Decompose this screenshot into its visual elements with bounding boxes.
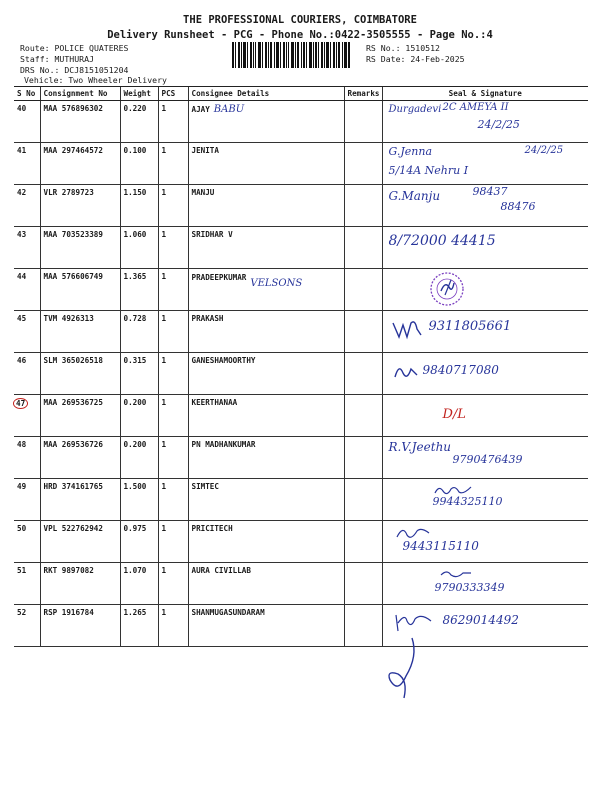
handwritten-date: 24/2/25 bbox=[477, 118, 520, 131]
consignee-cell bbox=[188, 395, 344, 437]
consignee-name: GANESHAMOORTHY bbox=[191, 356, 256, 365]
pcs-cell: 1 bbox=[158, 143, 188, 185]
table-row bbox=[14, 143, 588, 185]
company-title: THE PROFESSIONAL COURIERS, COIMBATORE bbox=[183, 14, 417, 26]
consignee-cell bbox=[188, 311, 344, 353]
remarks-cell bbox=[344, 521, 382, 563]
remarks-cell bbox=[344, 563, 382, 605]
remarks-cell bbox=[344, 185, 382, 227]
table-row bbox=[14, 437, 588, 479]
sno-cell: 49 bbox=[14, 479, 40, 521]
table-row bbox=[14, 101, 588, 143]
handwritten-signature: G.Manju bbox=[388, 189, 441, 203]
handwritten-phone: 9944325110 bbox=[432, 495, 503, 508]
signature-cell bbox=[382, 395, 588, 437]
consignee-name: PRAKASH bbox=[191, 314, 224, 323]
barcode-image bbox=[232, 42, 350, 68]
staff-label: Staff: MUTHURAJ bbox=[20, 54, 94, 64]
table-row bbox=[14, 605, 588, 647]
rs-date: RS Date: 24-Feb-2025 bbox=[366, 54, 465, 64]
remarks-cell bbox=[344, 311, 382, 353]
col-remarks-header: Remarks bbox=[344, 87, 382, 101]
table-row bbox=[14, 269, 588, 311]
signature-cell bbox=[382, 437, 588, 479]
consignee-name: KEERTHANAA bbox=[191, 398, 238, 407]
sno-cell: 42 bbox=[14, 185, 40, 227]
pcs-cell: 1 bbox=[158, 563, 188, 605]
handwritten-phone: 9443115110 bbox=[402, 539, 479, 553]
signature-cell bbox=[382, 479, 588, 521]
col-consignee-header: Consignee Details bbox=[188, 87, 344, 101]
weight-cell: 0.200 bbox=[120, 437, 158, 479]
consignment-cell: RSP 1916784 bbox=[40, 605, 120, 647]
consignment-cell: VPL 522762942 bbox=[40, 521, 120, 563]
consignment-cell: HRD 374161765 bbox=[40, 479, 120, 521]
signature-scribble bbox=[393, 361, 419, 383]
drs-label: DRS No.: DCJ8151051204 bbox=[20, 65, 129, 75]
signature-cell bbox=[382, 143, 588, 185]
consignment-cell: TVM 4926313 bbox=[40, 311, 120, 353]
remarks-cell bbox=[344, 437, 382, 479]
handwritten-phone-part: 88476 bbox=[500, 200, 536, 213]
remarks-cell bbox=[344, 479, 382, 521]
consignee-cell bbox=[188, 479, 344, 521]
pcs-cell: 1 bbox=[158, 101, 188, 143]
handwritten-phone: 9790333349 bbox=[434, 581, 505, 594]
handwritten-note: BABU bbox=[213, 104, 245, 115]
pcs-cell: 1 bbox=[158, 479, 188, 521]
consignee-name: SRIDHAR V bbox=[191, 230, 233, 239]
col-sno-header: S No bbox=[14, 87, 40, 101]
consignee-name: PRICITECH bbox=[191, 524, 233, 533]
weight-cell: 0.220 bbox=[120, 101, 158, 143]
signature-scribble bbox=[439, 567, 473, 579]
remarks-cell bbox=[344, 395, 382, 437]
delivery-table bbox=[14, 86, 588, 647]
sno-cell: 41 bbox=[14, 143, 40, 185]
consignee-name: JENITA bbox=[191, 146, 219, 155]
handwritten-signature: Durgadevi bbox=[388, 104, 442, 115]
pcs-cell: 1 bbox=[158, 311, 188, 353]
signature-scribble bbox=[391, 317, 427, 341]
runsheet-title: Delivery Runsheet - PCG - Phone No.:0422-3505555 - Page No.:4 bbox=[107, 29, 493, 41]
signature-cell bbox=[382, 185, 588, 227]
signature-cell bbox=[382, 353, 588, 395]
sno-cell: 40 bbox=[14, 101, 40, 143]
weight-cell: 0.315 bbox=[120, 353, 158, 395]
consignee-cell bbox=[188, 185, 344, 227]
sno-cell: 44 bbox=[14, 269, 40, 311]
remarks-cell bbox=[344, 143, 382, 185]
col-consignment-header: Consignment No bbox=[40, 87, 120, 101]
consignment-cell: MAA 576896302 bbox=[40, 101, 120, 143]
pcs-cell: 1 bbox=[158, 521, 188, 563]
handwritten-address: 5/14A Nehru I bbox=[388, 164, 469, 177]
table-row bbox=[14, 185, 588, 227]
pcs-cell: 1 bbox=[158, 227, 188, 269]
route-label: Route: POLICE QUATERES bbox=[20, 43, 129, 53]
consignee-cell bbox=[188, 269, 344, 311]
weight-cell: 1.365 bbox=[120, 269, 158, 311]
weight-cell: 1.265 bbox=[120, 605, 158, 647]
weight-cell: 0.728 bbox=[120, 311, 158, 353]
consignment-cell: MAA 297464572 bbox=[40, 143, 120, 185]
col-weight-header: Weight bbox=[120, 87, 158, 101]
consignee-cell bbox=[188, 563, 344, 605]
col-pcs-header: PCS bbox=[158, 87, 188, 101]
consignment-cell: RKT 9897082 bbox=[40, 563, 120, 605]
weight-cell: 1.500 bbox=[120, 479, 158, 521]
sno-cell bbox=[14, 395, 40, 437]
signature-cell bbox=[382, 269, 588, 311]
weight-cell: 0.100 bbox=[120, 143, 158, 185]
consignment-cell: MAA 269536725 bbox=[40, 395, 120, 437]
sno-cell: 50 bbox=[14, 521, 40, 563]
bottom-signature-scribble bbox=[384, 636, 424, 702]
consignee-name: PRADEEPKUMAR bbox=[191, 273, 247, 282]
company-seal-stamp bbox=[427, 271, 467, 307]
table-row bbox=[14, 353, 588, 395]
sno-cell: 46 bbox=[14, 353, 40, 395]
consignee-name: AJAY bbox=[191, 105, 210, 114]
table-row bbox=[14, 479, 588, 521]
circled-serial-number: 47 bbox=[13, 398, 28, 409]
consignee-cell bbox=[188, 605, 344, 647]
vehicle-label: Vehicle: Two Wheeler Delivery bbox=[24, 75, 167, 85]
consignee-cell bbox=[188, 437, 344, 479]
pcs-cell: 1 bbox=[158, 269, 188, 311]
handwritten-signature: R.V.Jeethu bbox=[388, 440, 452, 454]
consignee-name: MANJU bbox=[191, 188, 215, 197]
remarks-cell bbox=[344, 101, 382, 143]
consignee-name: SIMTEC bbox=[191, 482, 219, 491]
signature-scribble bbox=[393, 611, 433, 633]
consignment-cell: SLM 365026518 bbox=[40, 353, 120, 395]
table-row bbox=[14, 563, 588, 605]
table-header-row bbox=[14, 87, 588, 101]
weight-cell: 1.070 bbox=[120, 563, 158, 605]
sno-cell: 52 bbox=[14, 605, 40, 647]
handwritten-phone: 9311805661 bbox=[428, 319, 512, 334]
signature-cell bbox=[382, 563, 588, 605]
handwritten-signature: G.Jenna bbox=[388, 145, 433, 158]
weight-cell: 0.200 bbox=[120, 395, 158, 437]
sno-cell: 43 bbox=[14, 227, 40, 269]
weight-cell: 1.060 bbox=[120, 227, 158, 269]
consignee-name: AURA CIVILLAB bbox=[191, 566, 251, 575]
consignment-cell: MAA 269536726 bbox=[40, 437, 120, 479]
consignment-cell: VLR 2789723 bbox=[40, 185, 120, 227]
remarks-cell bbox=[344, 269, 382, 311]
table-row bbox=[14, 395, 588, 437]
sno-cell: 48 bbox=[14, 437, 40, 479]
weight-cell: 0.975 bbox=[120, 521, 158, 563]
remarks-cell bbox=[344, 353, 382, 395]
remarks-cell bbox=[344, 605, 382, 647]
handwritten-signature: 8/72000 44415 bbox=[388, 233, 496, 249]
remarks-cell bbox=[344, 227, 382, 269]
handwritten-note: VELSONS bbox=[250, 278, 303, 289]
sno-cell: 45 bbox=[14, 311, 40, 353]
table-row bbox=[14, 311, 588, 353]
consignee-cell bbox=[188, 227, 344, 269]
signature-cell bbox=[382, 311, 588, 353]
weight-cell: 1.150 bbox=[120, 185, 158, 227]
consignee-cell bbox=[188, 521, 344, 563]
signature-cell bbox=[382, 521, 588, 563]
consignment-cell: MAA 576606749 bbox=[40, 269, 120, 311]
consignee-cell bbox=[188, 143, 344, 185]
pcs-cell: 1 bbox=[158, 605, 188, 647]
handwritten-phone: 9790476439 bbox=[452, 453, 523, 466]
pcs-cell: 1 bbox=[158, 185, 188, 227]
consignment-cell: MAA 703523389 bbox=[40, 227, 120, 269]
consignee-name: PN MADHANKUMAR bbox=[191, 440, 256, 449]
signature-cell bbox=[382, 101, 588, 143]
handwritten-address: 2C AMEYA II bbox=[442, 102, 509, 113]
handwritten-date: 24/2/25 bbox=[524, 145, 564, 156]
rs-number: RS No.: 1510512 bbox=[366, 43, 440, 53]
table-row bbox=[14, 227, 588, 269]
consignee-cell bbox=[188, 353, 344, 395]
handwritten-phone: 9840717080 bbox=[422, 363, 499, 377]
sno-cell: 51 bbox=[14, 563, 40, 605]
pcs-cell: 1 bbox=[158, 395, 188, 437]
consignee-cell bbox=[188, 101, 344, 143]
signature-cell bbox=[382, 227, 588, 269]
pcs-cell: 1 bbox=[158, 437, 188, 479]
table-row bbox=[14, 521, 588, 563]
handwritten-dl-mark: D/L bbox=[442, 407, 466, 422]
handwritten-phone: 8629014492 bbox=[442, 613, 519, 627]
consignee-name: SHANMUGASUNDARAM bbox=[191, 608, 265, 617]
col-signature-header: Seal & Signature bbox=[382, 87, 588, 101]
pcs-cell: 1 bbox=[158, 353, 188, 395]
handwritten-phone-part: 98437 bbox=[472, 185, 508, 198]
